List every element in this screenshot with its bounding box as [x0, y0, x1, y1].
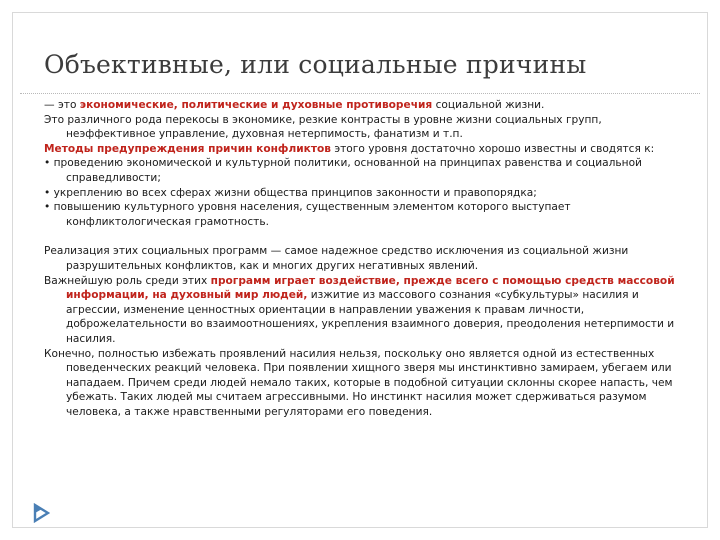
paragraph-text: • повышению культурного уровня населения, существенным элементом которого выступает конфликтологическая грамотность. — [44, 201, 571, 228]
paragraph-text: • проведению экономической и культурной политики, основанной на принципах равенства и социальной справедливости; — [44, 157, 642, 184]
highlighted-text: программ играет воздействие, прежде всего с помощью средств массовой информации, на духовный мир людей, — [66, 274, 675, 302]
paragraph-text: изжитие из массового сознания «субкультуры» насилия и агрессии, изменение ценностных ориентации в направлении уважения к правам личности, доброжелательности во взаимоотношениях, укрепления взаимного доверия, преодоления нетерпимости и насилия. — [66, 289, 675, 345]
body-paragraph — [44, 98, 694, 113]
slide-body — [44, 98, 694, 419]
body-paragraph — [44, 200, 694, 229]
body-paragraph — [44, 142, 694, 157]
paragraph-text: этого уровня достаточно хорошо известны и сводятся к: — [330, 142, 655, 155]
title-divider — [20, 93, 700, 94]
triangle-arrow-icon — [32, 503, 50, 523]
highlighted-text: Методы предупреждения причин конфликтов — [44, 142, 331, 155]
body-paragraph — [44, 186, 694, 201]
body-paragraph — [44, 347, 694, 420]
body-paragraph — [44, 274, 694, 347]
paragraph-text: Важнейшую роль среди этих — [44, 274, 211, 287]
paragraph-text: — это — [44, 99, 80, 111]
body-paragraph — [44, 113, 694, 142]
body-paragraph — [44, 156, 694, 185]
highlighted-text: экономические, политические и духовные противоречия — [79, 99, 433, 111]
paragraph-text: Конечно, полностью избежать проявлений насилия нельзя, поскольку оно является одной из естественных поведенческих реакций человека. При появлении хищного зверя мы инстинктивно замираем, убегаем или нападаем. Причем среди людей немало таких, которые в подобной ситуации склонны скорее напасть, чем убежать. Таких людей мы считаем агрессивными. Но инстинкт насилия может сдерживаться разумом человека, а также нравственными регуляторами его поведения. — [44, 347, 673, 418]
paragraph-text: Это различного рода перекосы в экономике, резкие контрасты в уровне жизни социальных групп, неэффективное управление, духовная нетерпимость, фанатизм и т.п. — [44, 113, 602, 141]
body-paragraph — [44, 244, 694, 273]
paragraph-text: • укреплению во всех сферах жизни общества принципов законности и правопорядка; — [44, 186, 537, 199]
paragraph-text: Реализация этих социальных программ — самое надежное средство исключения из социальной жизни разрушительных конфликтов, как и многих других негативных явлений. — [44, 245, 629, 272]
slide-title: Объективные, или социальные причины — [44, 50, 587, 79]
paragraph-text: социальной жизни. — [432, 99, 545, 111]
